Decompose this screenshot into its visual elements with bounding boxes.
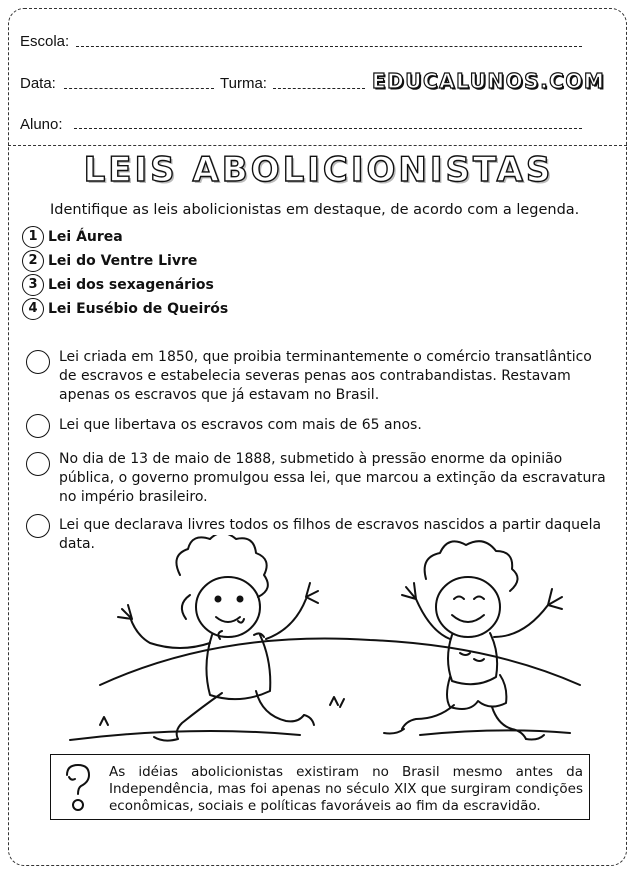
law-description: Lei que libertava os escravos com mais de 65 anos.: [59, 417, 422, 433]
legend-number: 2: [22, 250, 44, 272]
legend-number: 4: [22, 298, 44, 320]
school-label: Escola:: [20, 33, 70, 50]
legend-label: Lei Áurea: [48, 229, 123, 245]
legend-number: 1: [22, 226, 44, 248]
school-field[interactable]: [76, 46, 582, 47]
question-mark-icon: [59, 761, 97, 813]
note-box: [50, 754, 590, 820]
law-description: No dia de 13 de maio de 1888, submetido à pressão enorme da opinião pública, o governo promulgou essa lei, que marcou a extinção da escravatura no império brasileiro.: [59, 451, 606, 505]
class-label: Turma:: [220, 75, 267, 92]
answer-circle[interactable]: [26, 350, 50, 374]
legend-item: [22, 250, 197, 272]
answer-circle[interactable]: [26, 452, 50, 476]
legend-label: Lei do Ventre Livre: [48, 253, 198, 269]
instruction-text: Identifique as leis abolicionistas em destaque, de acordo com a legenda.: [50, 202, 580, 218]
header-divider: [8, 145, 627, 146]
legend-label: Lei dos sexagenários: [48, 277, 214, 293]
children-dancing-illustration: [40, 535, 597, 755]
date-label: Data:: [20, 75, 56, 92]
legend-label: Lei Eusébio de Queirós: [48, 301, 229, 317]
law-description: Lei criada em 1850, que proibia terminantemente o comércio transatlântico de escravos e estabelecia severas penas aos contrabandistas. Restavam apenas os escravos que já estavam no Brasil.: [59, 349, 592, 403]
note-text: As idéias abolicionistas existiram no Brasil mesmo antes da Independência, mas foi apenas no século XIX que surgiram condições econômicas, sociais e políticas favoráveis ao fim da escravidão.: [109, 764, 583, 814]
legend-item: [22, 298, 228, 320]
student-field[interactable]: [74, 128, 582, 129]
date-field[interactable]: [64, 88, 214, 89]
student-label: Aluno:: [20, 116, 63, 133]
page-title: LEIS ABOLICIONISTAS: [83, 150, 554, 190]
class-field[interactable]: [273, 88, 365, 89]
legend-number: 3: [22, 274, 44, 296]
legend-item: [22, 274, 214, 296]
law-description: Lei que declarava livres todos os filhos de escravos nascidos a partir daquela data.: [59, 517, 602, 552]
site-logo: EDUCALUNOS.COM: [372, 69, 606, 93]
answer-circle[interactable]: [26, 414, 50, 438]
legend-item: [22, 226, 123, 248]
